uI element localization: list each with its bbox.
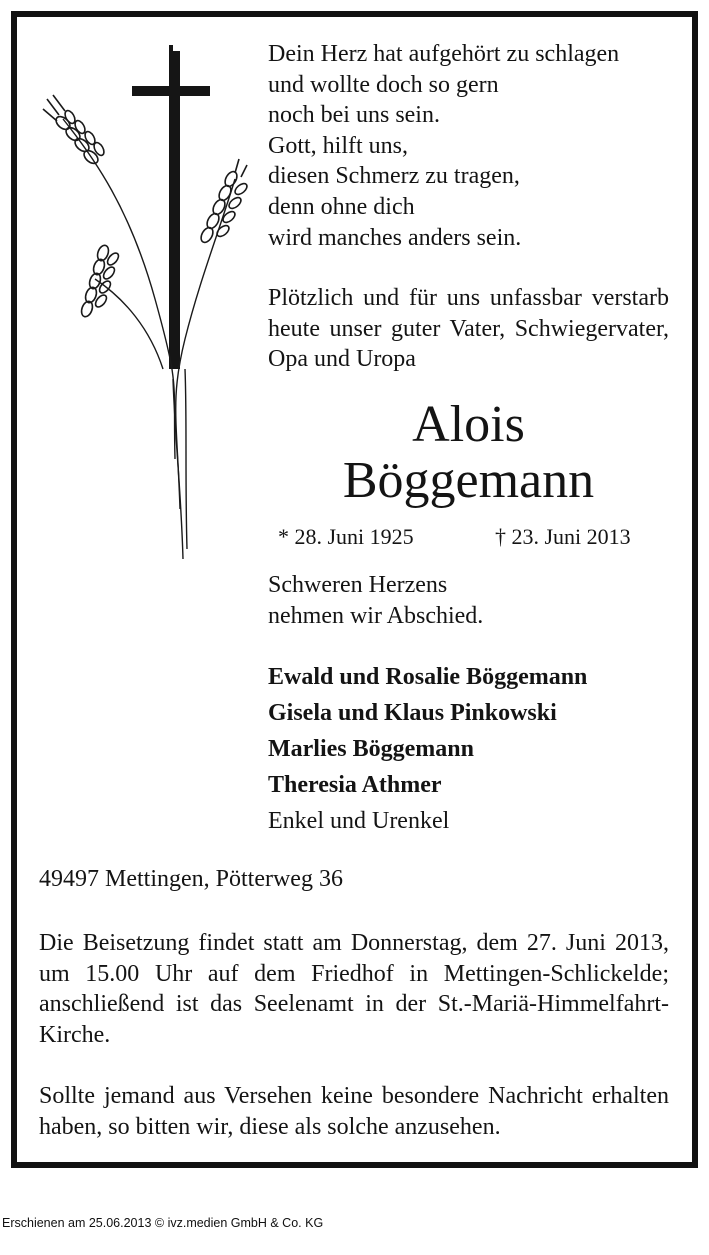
address: 49497 Mettingen, Pötterweg 36 bbox=[39, 866, 343, 892]
birth-date: * 28. Juni 1925 bbox=[278, 524, 414, 549]
publication-footer: Erschienen am 25.06.2013 © ivz.medien GmbH & Co. KG bbox=[2, 1216, 324, 1230]
mourners-list bbox=[268, 659, 587, 839]
poem-line: denn ohne dich bbox=[268, 193, 415, 220]
poem-line: Dein Herz hat aufgehört zu schlagen bbox=[268, 41, 620, 67]
mourner-name: Gisela und Klaus Pinkowski bbox=[268, 700, 557, 726]
farewell-line: nehmen wir Abschied. bbox=[268, 602, 484, 629]
farewell-text bbox=[268, 570, 483, 631]
death-date: † 23. Juni 2013 bbox=[495, 524, 631, 549]
poem-line: diesen Schmerz zu tragen, bbox=[268, 163, 520, 190]
mourner-name: Theresia Athmer bbox=[268, 772, 442, 798]
cross-with-wheat-icon bbox=[35, 39, 265, 569]
poem bbox=[268, 39, 619, 253]
poem-line: wird manches anders sein. bbox=[268, 224, 522, 251]
poem-line: noch bei uns sein. bbox=[268, 102, 440, 129]
poem-line: Gott, hilft uns, bbox=[268, 132, 409, 159]
mourner-name: Ewald und Rosalie Böggemann bbox=[268, 664, 588, 690]
funeral-notice: Die Beisetzung findet statt am Donnerstag, dem 27. Juni 2013, um 15.00 Uhr auf dem Friedhof in Mettingen-Schlickelde; anschließend ist das Seelenamt in der St.-Mariä-Himmelfahrt-Kirche. bbox=[39, 930, 669, 1048]
mourner-name: Marlies Böggemann bbox=[268, 736, 474, 762]
poem-line: und wollte doch so gern bbox=[268, 71, 499, 98]
closing-notice: Sollte jemand aus Versehen keine besondere Nachricht erhalten haben, so bitten wir, diese als solche anzusehen. bbox=[39, 1083, 669, 1140]
obituary-card bbox=[11, 11, 698, 1168]
deceased-first-name: Alois bbox=[412, 396, 525, 453]
mourners-extra: Enkel und Urenkel bbox=[268, 808, 450, 834]
deceased-last-name: Böggemann bbox=[342, 452, 595, 509]
farewell-line: Schweren Herzens bbox=[268, 572, 448, 598]
intro-text: Plötzlich und für uns unfassbar verstarb heute unser guter Vater, Schwiegervater, Opa und Uropa bbox=[268, 285, 669, 373]
